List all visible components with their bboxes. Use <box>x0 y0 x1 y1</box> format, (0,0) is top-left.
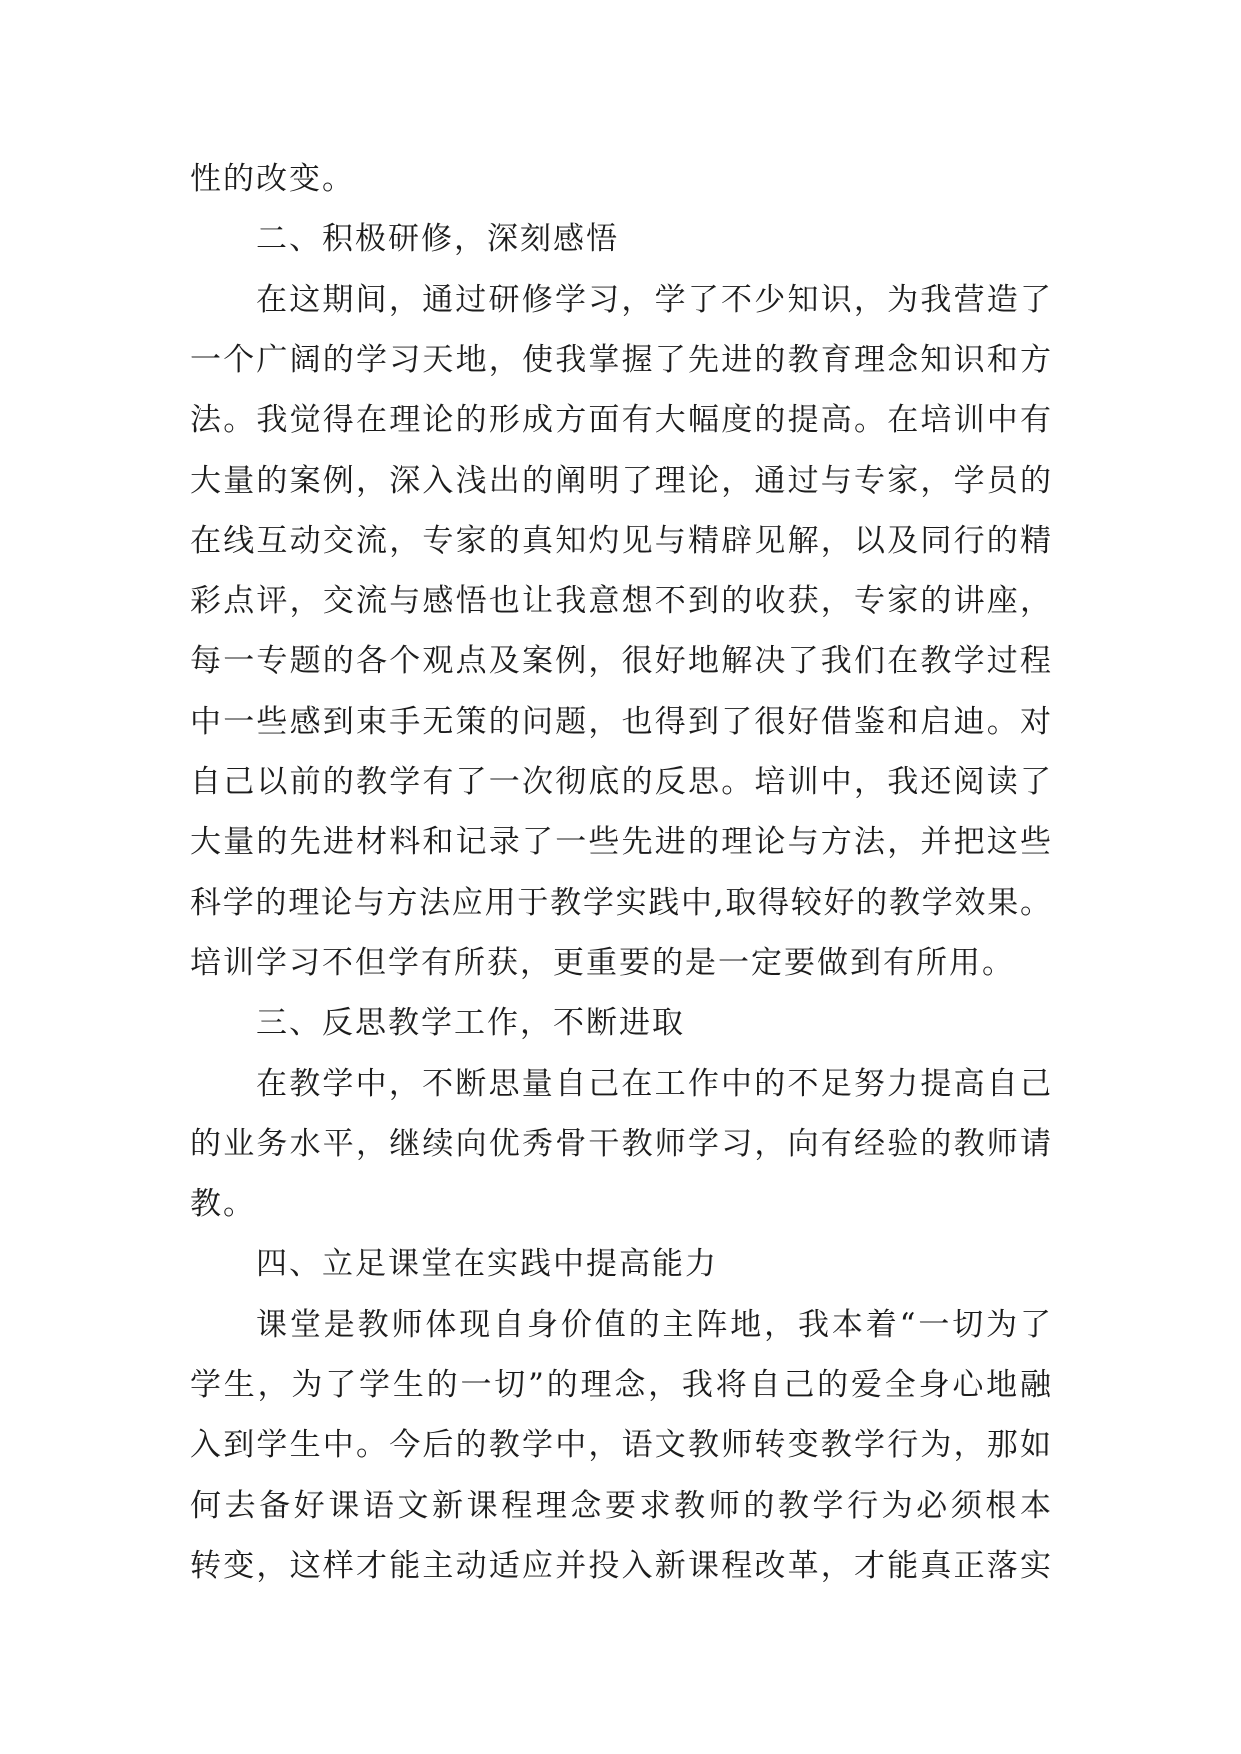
paragraph-line: 课堂是教师体现自身价值的主阵地，我本着“一切为了 <box>256 1307 1051 1343</box>
paragraph-line: 大量的先进材料和记录了一些先进的理论与方法，并把这些 <box>190 824 1051 860</box>
paragraph-line: 在教学中，不断思量自己在工作中的不足努力提高自己 <box>256 1066 1051 1102</box>
paragraph-line: 入到学生中。今后的教学中，语文教师转变教学行为，那如 <box>190 1427 1051 1463</box>
paragraph-line: 教。 <box>190 1186 256 1222</box>
paragraph-line: 大量的案例，深入浅出的阐明了理论，通过与专家，学员的 <box>190 463 1051 499</box>
paragraph-line: 在这期间，通过研修学习，学了不少知识，为我营造了 <box>256 282 1051 318</box>
section-heading: 四、立足课堂在实践中提高能力 <box>256 1246 718 1282</box>
paragraph-line: 法。我觉得在理论的形成方面有大幅度的提高。在培训中有 <box>190 402 1051 438</box>
paragraph-line: 每一专题的各个观点及案例，很好地解决了我们在教学过程 <box>190 643 1051 679</box>
paragraph-line: 培训学习不但学有所获，更重要的是一定要做到有所用。 <box>190 945 1015 981</box>
paragraph-line: 在线互动交流，专家的真知灼见与精辟见解，以及同行的精 <box>190 523 1051 559</box>
paragraph-line: 何去备好课语文新课程理念要求教师的教学行为必须根本 <box>190 1488 1051 1524</box>
paragraph-line: 性的改变。 <box>190 161 355 197</box>
paragraph-line: 的业务水平，继续向优秀骨干教师学习，向有经验的教师请 <box>190 1126 1051 1162</box>
paragraph-line: 转变，这样才能主动适应并投入新课程改革，才能真正落实 <box>190 1548 1051 1584</box>
section-heading: 二、积极研修，深刻感悟 <box>256 221 619 257</box>
paragraph-line: 自己以前的教学有了一次彻底的反思。培训中，我还阅读了 <box>190 764 1051 800</box>
paragraph-line: 中一些感到束手无策的问题，也得到了很好借鉴和启迪。对 <box>190 704 1051 740</box>
section-heading: 三、反思教学工作，不断进取 <box>256 1005 685 1041</box>
paragraph-line: 科学的理论与方法应用于教学实践中,取得较好的教学效果。 <box>190 885 1051 921</box>
paragraph-line: 彩点评，交流与感悟也让我意想不到的收获，专家的讲座， <box>190 583 1051 619</box>
paragraph-line: 一个广阔的学习天地，使我掌握了先进的教育理念知识和方 <box>190 342 1051 378</box>
paragraph-line: 学生，为了学生的一切”的理念，我将自己的爱全身心地融 <box>190 1367 1051 1403</box>
